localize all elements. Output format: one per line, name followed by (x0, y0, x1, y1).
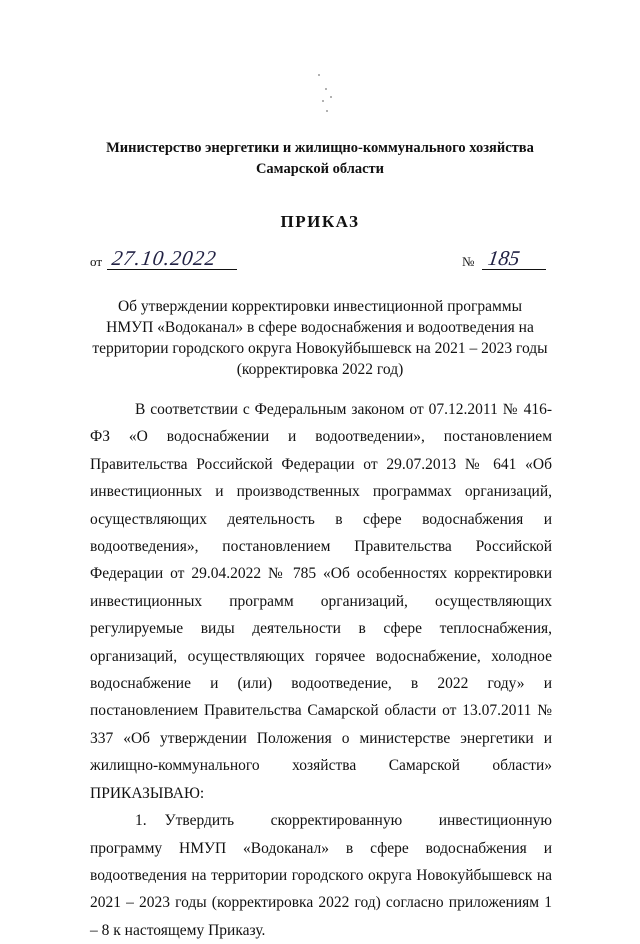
order-body (90, 396, 552, 944)
number-prefix: № (462, 254, 475, 269)
item-text: Утвердить скорректированную инвестиционную программу НМУП «Водоканал» в сфере водоснабжения и водоотведения на территории городского округа Новокуйбышевск на 2021 – 2023 годы (корректировка 2022 год) согласно приложениям 1 – 8 к настоящему Приказу. (90, 812, 552, 939)
order-number: 185 (486, 246, 522, 270)
scan-speck (322, 100, 324, 102)
subject-line: (корректировка 2022 год) (236, 361, 404, 378)
ministry-name: Министерство энергетики и жилищно-коммунального хозяйства (106, 140, 534, 156)
scan-speck (326, 110, 328, 112)
preamble-paragraph: В соответствии с Федеральным законом от 07.12.2011 № 416-ФЗ «О водоснабжении и водоотведении», постановлением Правительства Российской Федерации от 29.07.2013 № 641 «Об инвестиционных и производственных программах организаций, осуществляющих деятельность в сфере водоснабжения и водоотведения», постановлением Правительства Российской Федерации от 29.04.2022 № 785 «Об особенностях корректировки инвестиционных программ организаций, осуществляющих регулируемые виды деятельности в сфере теплоснабжения, организаций, осуществляющих горячее водоснабжение, холодное водоснабжение и (или) водоотведение, в 2022 году» и постановлением Правительства Самарской области от 13.07.2011 № 337 «Об утверждении Положения о министерстве энергетики и жилищно-коммунального хозяйства Самарской области» ПРИКАЗЫВАЮ: (90, 401, 552, 802)
subject-line: НМУП «Водоканал» в сфере водоснабжения и водоотведения на (106, 319, 534, 336)
ministry-header (0, 138, 640, 180)
ministry-region: Самарской области (255, 161, 385, 177)
scan-speck (325, 88, 327, 90)
scan-speck (318, 74, 320, 76)
subject-line: территории городского округа Новокуйбышевск на 2021 – 2023 годы (92, 340, 548, 357)
order-date: 27.10.2022 (110, 246, 219, 270)
subject-line: Об утверждении корректировки инвестиционной программы (117, 298, 523, 315)
order-item-1 (90, 807, 552, 944)
order-number-field (462, 246, 552, 272)
document-title: ПРИКАЗ (280, 212, 360, 231)
order-subject (90, 296, 550, 380)
order-date-field (90, 246, 250, 272)
item-number: 1. (135, 812, 147, 830)
date-prefix: от (90, 254, 103, 269)
scan-speck (330, 96, 332, 98)
